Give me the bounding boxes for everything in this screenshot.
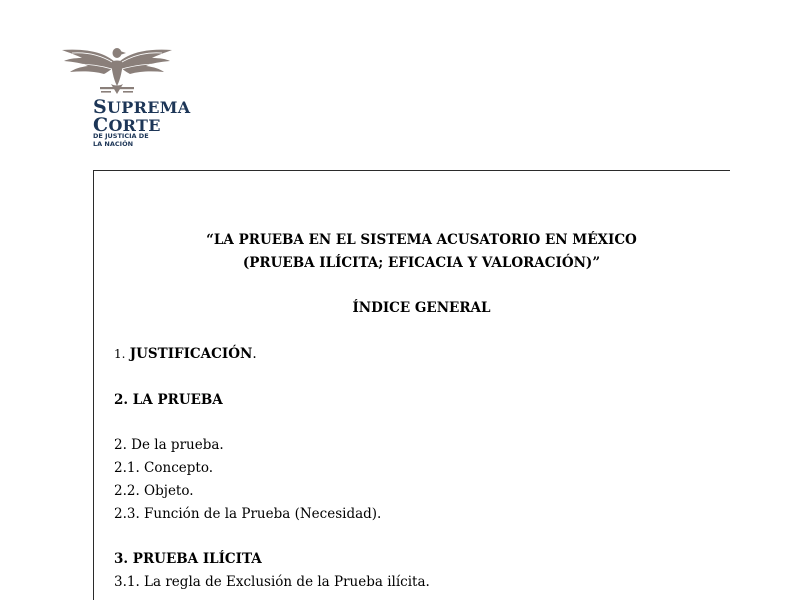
- index-entry-prueba-ilicita: 3. PRUEBA ILÍCITA: [114, 551, 262, 567]
- logo-word-corte: CORTE: [93, 114, 161, 136]
- frame-top-border: [93, 170, 730, 171]
- index-entry-objeto: 2.2. Objeto.: [114, 483, 194, 499]
- eagle-seal-icon: [60, 40, 174, 96]
- scjn-logo: [60, 40, 190, 150]
- index-entry-la-prueba: 2. LA PRUEBA: [114, 392, 223, 408]
- index-entry-concepto: 2.1. Concepto.: [114, 460, 214, 476]
- document-title-line-2: (PRUEBA ILÍCITA; EFICACIA Y VALORACIÓN)”: [242, 255, 601, 271]
- logo-word-suprema: SUPREMA: [93, 96, 191, 118]
- index-heading: ÍNDICE GENERAL: [352, 300, 491, 316]
- index-entry-funcion: 2.3. Función de la Prueba (Necesidad).: [114, 506, 382, 522]
- index-entry-justificacion: 1. JUSTIFICACIÓN.: [114, 346, 257, 362]
- index-entry-regla-exclusion: 3.1. La regla de Exclusión de la Prueba ilícita.: [114, 574, 430, 590]
- logo-subtitle-line-1: DE JUSTICIA DE: [93, 132, 149, 140]
- document-title-line-1: “LA PRUEBA EN EL SISTEMA ACUSATORIO EN MÉXICO: [206, 232, 637, 248]
- logo-subtitle-line-2: LA NACIÓN: [93, 140, 134, 148]
- index-entry-de-la-prueba: 2. De la prueba.: [114, 437, 224, 453]
